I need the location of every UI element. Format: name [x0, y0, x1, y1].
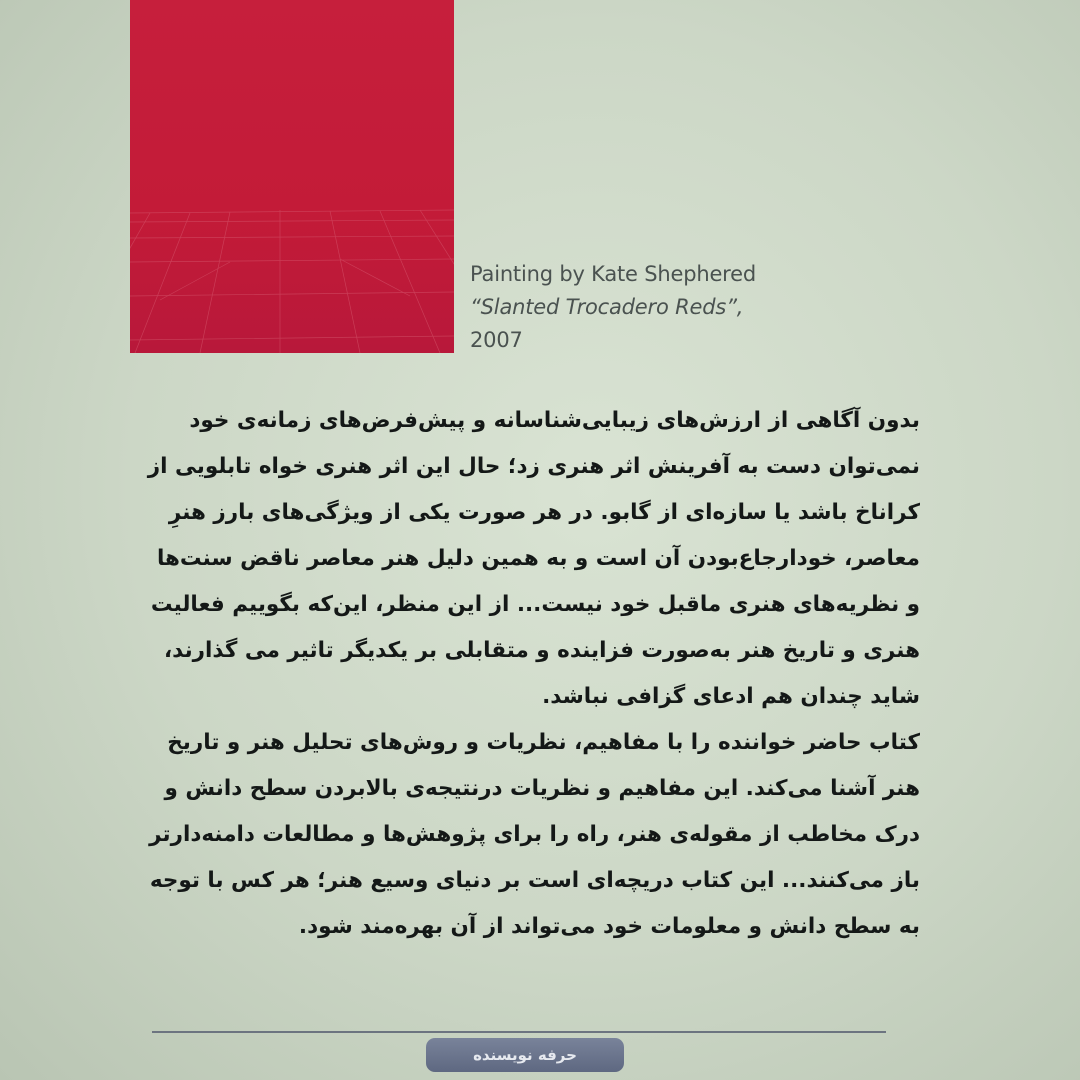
text-line: هنر آشنا می‌کند. این مفاهیم و نظریات درنتیجه‌ی بالابردن سطح دانش و	[164, 776, 920, 801]
text-line: هنری و تاریخ هنر به‌صورت فزاینده و متقابلی بر یکدیگر تاثیر می گذارند،	[164, 638, 920, 663]
text-line: شاید چندان هم ادعای گزافی نباشد.	[542, 684, 920, 709]
caption-year: 2007	[470, 328, 523, 352]
painting-image	[130, 0, 454, 353]
painting-grid-lines	[130, 0, 454, 353]
text-line: به سطح دانش و معلومات خود می‌تواند از آن بهره‌مند شود.	[298, 914, 920, 939]
caption-artist: Painting by Kate Shephered	[470, 262, 756, 286]
text-line: بدون آگاهی از ارزش‌های زیبایی‌شناسانه و پیش‌فرض‌های زمانه‌ی خود	[189, 408, 920, 433]
text-line: کتاب حاضر خواننده را با مفاهیم، نظریات و روش‌های تحلیل هنر و تاریخ	[167, 730, 920, 755]
text-line: کراناخ باشد یا سازه‌ای از گابو. در هر صورت یکی از ویژگی‌های بارز هنرِ	[168, 500, 920, 525]
author-badge: حرفه نویسنده	[426, 1038, 624, 1072]
description-text	[132, 398, 920, 950]
text-line: باز می‌کنند... این کتاب دریچه‌ای است بر دنیای وسیع هنر؛ هر کس با توجه	[149, 868, 920, 893]
text-line: و نظریه‌های هنری ماقبل خود نیست... از این منظر، این‌که بگوییم فعالیت	[150, 592, 920, 617]
text-line: معاصر، خودارجاع‌بودن آن است و به همین دلیل هنر معاصر ناقض سنت‌ها	[156, 546, 920, 571]
painting-caption	[470, 258, 800, 357]
divider-line	[152, 1031, 886, 1033]
text-line: درک مخاطب از مقوله‌ی هنر، راه را برای پژوهش‌ها و مطالعات دامنه‌دارتر	[149, 822, 920, 847]
caption-title: “Slanted Trocadero Reds”,	[470, 295, 744, 319]
text-line: نمی‌توان دست به آفرینش اثر هنری زد؛ حال این اثر هنری خواه تابلویی از	[147, 454, 920, 479]
